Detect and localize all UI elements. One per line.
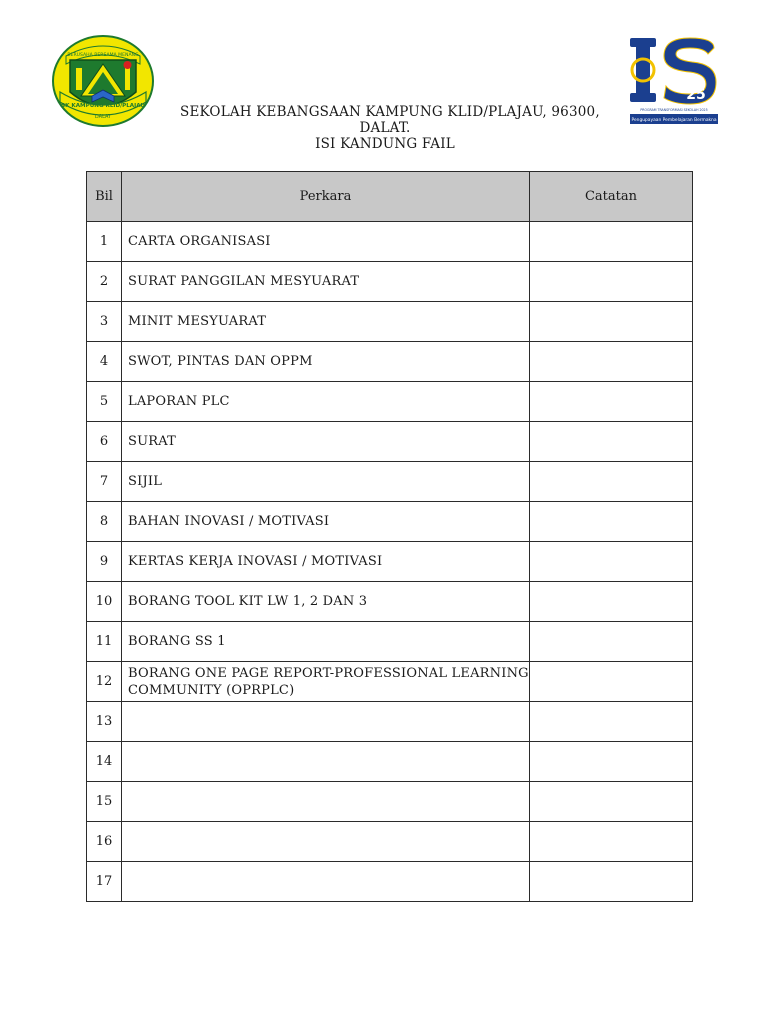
logo-small-text: PROGRAM TRANSFORMASI SEKOLAH 2025 [640, 108, 708, 112]
row-note [530, 742, 693, 782]
row-number: 12 [87, 662, 122, 702]
document-heading [180, 104, 600, 152]
header-catatan: Catatan [530, 172, 693, 222]
table-row [87, 582, 693, 622]
row-number: 9 [87, 542, 122, 582]
row-note [530, 342, 693, 382]
school-name-line: SEKOLAH KEBANGSAAN KAMPUNG KLID/PLAJAU, 96300, [180, 104, 600, 120]
row-note [530, 622, 693, 662]
row-item [122, 742, 530, 782]
transformation-program-logo [628, 34, 720, 126]
header-perkara: Perkara [122, 172, 530, 222]
header-bil: Bil [87, 172, 122, 222]
row-note [530, 782, 693, 822]
badge-bottom-text: SK KAMPUNG KLID/PLAJAU [61, 103, 145, 109]
school-location-line: DALAT. [359, 120, 411, 136]
row-number: 7 [87, 462, 122, 502]
row-number: 11 [87, 622, 122, 662]
contents-table [86, 171, 693, 902]
table-row [87, 502, 693, 542]
table-row [87, 622, 693, 662]
row-number: 2 [87, 262, 122, 302]
row-item: BORANG TOOL KIT LW 1, 2 DAN 3 [122, 582, 530, 622]
table-row [87, 302, 693, 342]
table-row [87, 542, 693, 582]
row-number: 13 [87, 702, 122, 742]
row-item: SWOT, PINTAS DAN OPPM [122, 342, 530, 382]
row-note [530, 302, 693, 342]
row-note [530, 702, 693, 742]
table-row [87, 822, 693, 862]
logo-number: 25 [686, 87, 706, 103]
row-number: 16 [87, 822, 122, 862]
table-row [87, 342, 693, 382]
row-item: SIJIL [122, 462, 530, 502]
row-item: SURAT PANGGILAN MESYUARAT [122, 262, 530, 302]
row-item [122, 822, 530, 862]
row-number: 15 [87, 782, 122, 822]
row-item: BAHAN INOVASI / MOTIVASI [122, 502, 530, 542]
row-item: KERTAS KERJA INOVASI / MOTIVASI [122, 542, 530, 582]
row-item: CARTA ORGANISASI [122, 222, 530, 262]
row-number: 4 [87, 342, 122, 382]
table-row [87, 222, 693, 262]
row-item: LAPORAN PLC [122, 382, 530, 422]
badge-ribbon-text: DALAT [94, 114, 112, 120]
row-item: MINIT MESYUARAT [122, 302, 530, 342]
row-note [530, 862, 693, 902]
badge-top-text: BERUSAHA BERSAMA MENANG [67, 53, 139, 58]
table-row [87, 782, 693, 822]
logo-tagline: Pengupayaan Pembelajaran Bermakna [631, 118, 717, 123]
table-row [87, 422, 693, 462]
row-note [530, 822, 693, 862]
row-number: 5 [87, 382, 122, 422]
row-number: 14 [87, 742, 122, 782]
row-note [530, 542, 693, 582]
row-note [530, 262, 693, 302]
row-note [530, 462, 693, 502]
row-note [530, 222, 693, 262]
table-row [87, 742, 693, 782]
row-number: 8 [87, 502, 122, 542]
table-header-row [87, 172, 693, 222]
row-item: BORANG SS 1 [122, 622, 530, 662]
row-note [530, 582, 693, 622]
row-item [122, 862, 530, 902]
table-row [87, 662, 693, 702]
table-row [87, 382, 693, 422]
table-row [87, 462, 693, 502]
row-note [530, 662, 693, 702]
row-number: 6 [87, 422, 122, 462]
table-row [87, 702, 693, 742]
row-note [530, 422, 693, 462]
document-title: ISI KANDUNG FAIL [315, 136, 455, 152]
row-item: SURAT [122, 422, 530, 462]
row-number: 17 [87, 862, 122, 902]
row-number: 10 [87, 582, 122, 622]
table-row [87, 262, 693, 302]
row-item [122, 782, 530, 822]
school-badge-logo [52, 34, 154, 128]
row-note [530, 382, 693, 422]
row-note [530, 502, 693, 542]
row-number: 3 [87, 302, 122, 342]
row-item: BORANG ONE PAGE REPORT-PROFESSIONAL LEARNING COMMUNITY (OPRPLC) [122, 662, 530, 702]
row-number: 1 [87, 222, 122, 262]
row-item [122, 702, 530, 742]
table-row [87, 862, 693, 902]
